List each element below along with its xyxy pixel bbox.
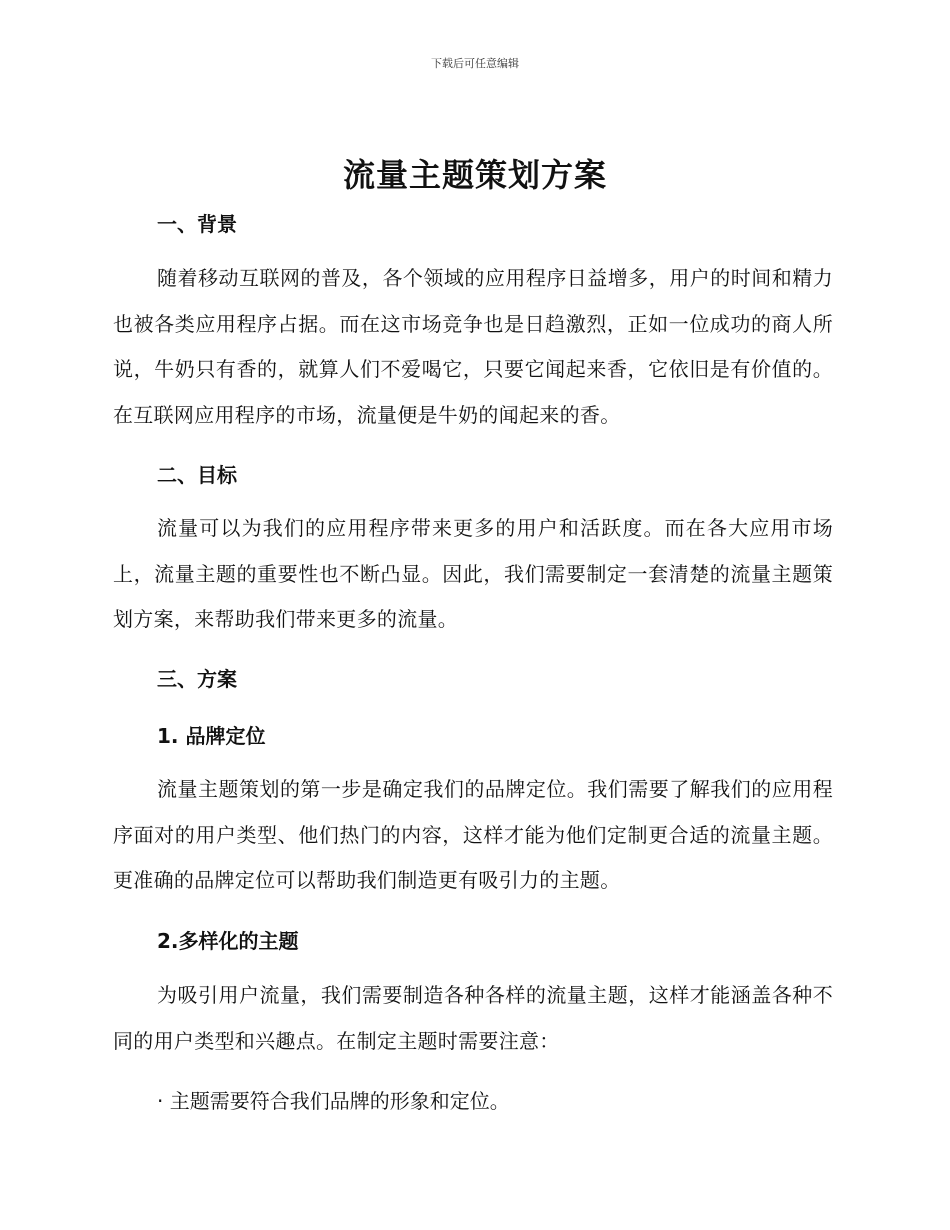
paragraph-brand-positioning: 流量主题策划的第一步是确定我们的品牌定位。我们需要了解我们的应用程序面对的用户类型、他们热门的内容，这样才能为他们定制更合适的流量主题。更准确的品牌定位可以帮助我们制造更有吸引力的主题。 <box>113 777 833 892</box>
subsection-heading-brand-positioning: 1. 品牌定位 <box>157 724 266 748</box>
document-title: 流量主题策划方案 <box>342 156 607 194</box>
paragraph-background: 随着移动互联网的普及，各个领域的应用程序日益增多，用户的时间和精力也被各类应用程序占据。而在这市场竞争也是日趋激烈，正如一位成功的商人所说，牛奶只有香的，就算人们不爱喝它，只要它闻起来香，它依旧是有价值的。在互联网应用程序的市场，流量便是牛奶的闻起来的香。 <box>113 266 833 427</box>
header-note: 下载后可任意编辑 <box>431 57 519 70</box>
paragraph-diverse-themes: 为吸引用户流量，我们需要制造各种各样的流量主题，这样才能涵盖各种不同的用户类型和兴趣点。在制定主题时需要注意： <box>113 983 833 1053</box>
section-heading-plan: 三、方案 <box>157 667 237 691</box>
paragraph-goal: 流量可以为我们的应用程序带来更多的用户和活跃度。而在各大应用市场上，流量主题的重要性也不断凸显。因此，我们需要制定一套清楚的流量主题策划方案，来帮助我们带来更多的流量。 <box>113 516 833 631</box>
bullet-item: · 主题需要符合我们品牌的形象和定位。 <box>157 1089 510 1113</box>
section-heading-goal: 二、目标 <box>157 463 237 487</box>
subsection-heading-diverse-themes: 2.多样化的主题 <box>157 929 299 953</box>
section-heading-background: 一、背景 <box>157 212 237 236</box>
